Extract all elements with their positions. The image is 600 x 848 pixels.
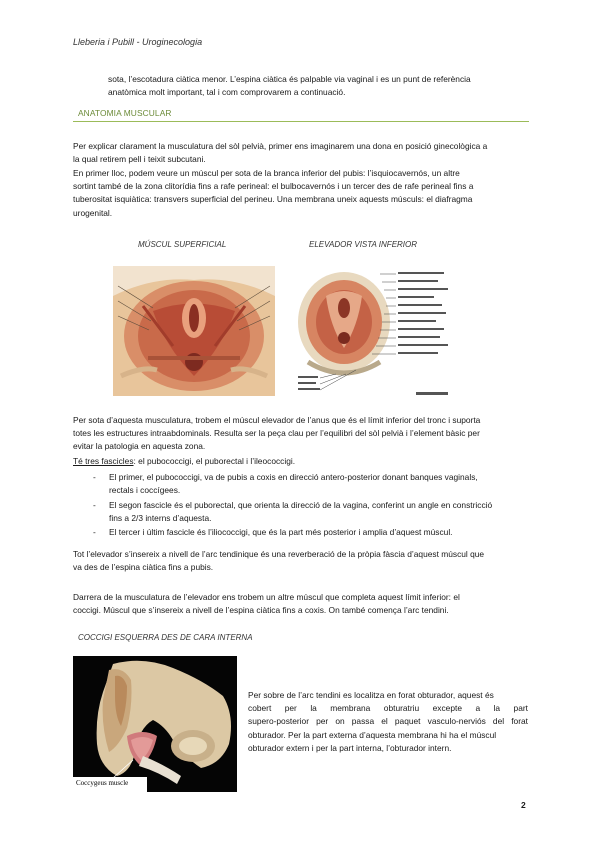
superficial-muscle-figure bbox=[113, 266, 275, 396]
text-line: urogenital. bbox=[73, 207, 113, 218]
levator-ani-illustration bbox=[296, 266, 454, 400]
text-line: supero-posterior per on passa el paquet vasculo-nerviós del forat bbox=[248, 716, 528, 727]
fascicles-lead-rest: : el pubococcigi, el puborectal i l’ileococcigi. bbox=[133, 456, 296, 466]
text-line: obturador. Per la part externa d’aquesta membrana hi ha el múscul bbox=[248, 729, 497, 740]
coccygeus-illustration bbox=[73, 656, 237, 792]
paragraph-intro-musculature bbox=[73, 140, 528, 166]
text-line: tuberositat isquiàtica: transvers superficial del perineu. Una membrana uneix aquests músculs: el diafragma bbox=[73, 194, 473, 205]
text-line: Darrera de la musculatura de l’elevador ens trobem un altre múscul que completa aquest límit inferior: el bbox=[73, 592, 460, 602]
text-line: El tercer i últim fascicle és l’iliococcigi, que és la part més posterior i amplia d’aquest múscul. bbox=[109, 527, 453, 537]
paragraph-levator-ani bbox=[73, 414, 528, 454]
text-line: totes les estructures intraabdominals. Resulta ser la peça clau per l’equilibri del sòl pelvià i l’element bàsic per bbox=[73, 428, 480, 439]
list-dash: - bbox=[93, 472, 96, 482]
coccygeus-figure bbox=[73, 656, 237, 792]
text-line: Per sota d’aquesta musculatura, trobem el múscul elevador de l’anus que és el límit inferior del tronc i suporta bbox=[73, 415, 481, 425]
text-line: va des de l’espina ciàtica fins a pubis. bbox=[73, 562, 214, 573]
figure-caption-levator: ELEVADOR VISTA INFERIOR bbox=[309, 240, 418, 249]
text-line: cobert per la membrana obturatriu excepte a la part bbox=[248, 703, 528, 714]
fascicles-lead-underlined: Té tres fascicles bbox=[73, 456, 134, 466]
section-title: ANATOMIA MUSCULAR bbox=[78, 108, 172, 118]
section-rule bbox=[73, 121, 529, 122]
text-line: Per sobre de l’arc tendini es localitza en forat obturador, aquest és bbox=[248, 690, 494, 700]
text-line: coccigi. Múscul que s’insereix a nivell de l’espina ciàtica fins a coxis. On també comença l’arc tendini. bbox=[73, 605, 449, 616]
text-line: El segon fascicle és el puborectal, que orienta la direcció de la vagina, conferint un angle en constricció bbox=[109, 500, 493, 510]
paragraph-superficial-muscles bbox=[73, 167, 528, 220]
intro-paragraph bbox=[108, 73, 528, 99]
list-dash: - bbox=[93, 527, 96, 537]
text-line: evitar la patologia en aquesta zona. bbox=[73, 441, 206, 452]
page-number: 2 bbox=[521, 800, 526, 810]
intro-line: sota, l’escotadura ciàtica menor. L’espina ciàtica és palpable via vaginal i es un punt de referència bbox=[108, 74, 471, 84]
intro-line: anatòmica molt important, tal i com comprovarem a continuació. bbox=[108, 87, 346, 98]
superficial-muscle-illustration bbox=[113, 266, 275, 396]
figure-caption-coccygeus: COCCIGI ESQUERRA DES DE CARA INTERNA bbox=[78, 633, 253, 642]
text-line: Tot l’elevador s’insereix a nivell de l’arc tendinique és una reverberació de la pròpia fàscia d’aquest múscul que bbox=[73, 549, 485, 559]
coccygeus-image-label: Coccygeus muscle bbox=[76, 779, 129, 787]
paragraph-tendinous-arch bbox=[73, 548, 528, 574]
list-dash: - bbox=[93, 500, 96, 510]
paragraph-obturator bbox=[248, 689, 528, 755]
text-line: Per explicar clarament la musculatura del sòl pelvià, primer ens imaginarem una dona en posició ginecològica a bbox=[73, 141, 488, 151]
figure-caption-superficial: MÚSCUL SUPERFICIAL bbox=[138, 240, 227, 249]
paragraph-coccygeus bbox=[73, 591, 528, 617]
running-header: Lleberia i Pubill - Uroginecologia bbox=[73, 37, 203, 47]
text-line: El primer, el pubococcigi, va de pubis a coxis en direcció antero-posterior donant banques vaginals, bbox=[109, 472, 478, 482]
text-line: En primer lloc, podem veure un múscul per sota de la branca inferior del pubis: l’isquiocavernós, un altre bbox=[73, 168, 460, 178]
text-line: rectals i coccígees. bbox=[109, 485, 181, 496]
fascicles-intro bbox=[73, 455, 528, 468]
levator-ani-figure bbox=[296, 266, 454, 400]
text-line: sortint també de la zona clitorídia fins a rafe perineal: el bulbocavernós i un tercer des de rafe perineal fins a bbox=[73, 181, 474, 192]
text-line: fins a 2/3 interns d’aquesta. bbox=[109, 513, 212, 524]
text-line: obturador extern i per la part interna, l’obturador intern. bbox=[248, 742, 452, 753]
text-line: la qual retirem pell i teixit subcutani. bbox=[73, 154, 206, 165]
